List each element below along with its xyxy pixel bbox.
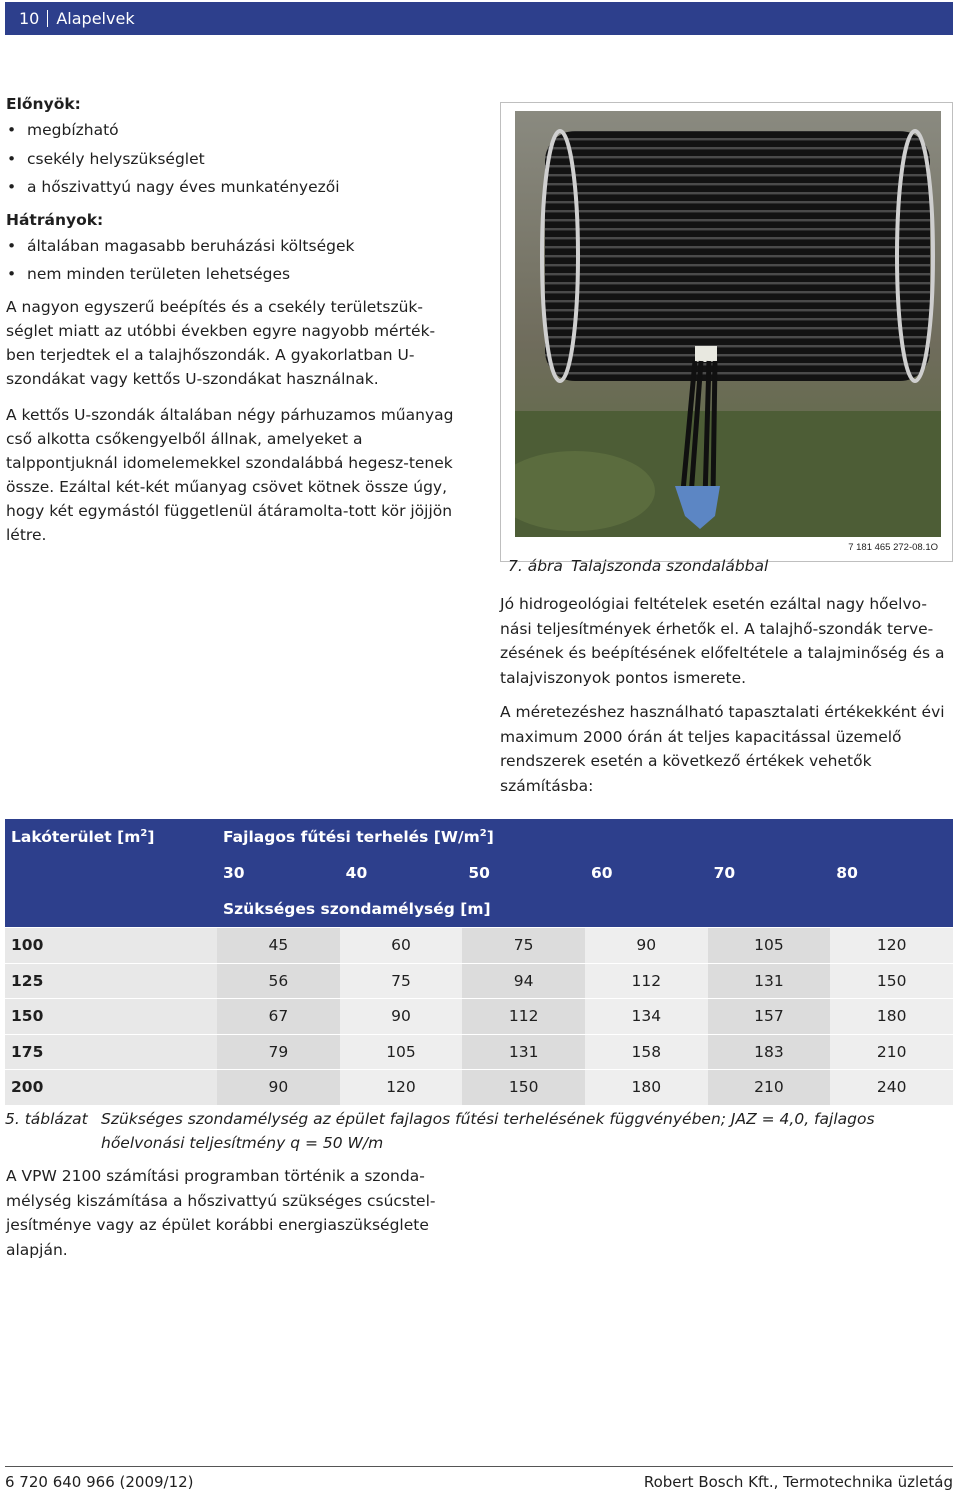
depth-cell: 157: [708, 999, 831, 1035]
probe-depth-table: [5, 819, 953, 1106]
paragraph: A VPW 2100 számítási programban történik a szonda-mélység kiszámítása a hőszivattyú szükséges csúcstel-jesítménye vagy az épület korábbi energiaszükséglete alapján.: [6, 1167, 436, 1259]
list-item: • csekély helyszükséglet: [6, 145, 464, 174]
table-row: [5, 928, 953, 964]
depth-cell: 112: [585, 963, 708, 999]
depth-cell: 60: [340, 928, 463, 964]
load-value-header: 60: [585, 855, 708, 891]
depth-cell: 90: [340, 999, 463, 1035]
depth-cell: 90: [217, 1070, 340, 1106]
depth-cell: 240: [830, 1070, 953, 1106]
depth-cell: 150: [830, 963, 953, 999]
depth-cell: 75: [340, 963, 463, 999]
list-item: • megbízható: [6, 116, 464, 145]
load-header: Fajlagos fűtési terhelés $[W/m^2]$: [217, 819, 953, 855]
depth-cell: 134: [585, 999, 708, 1035]
area-cell: 150: [5, 999, 217, 1035]
depth-cell: 183: [708, 1034, 831, 1070]
section-title: Alapelvek: [56, 9, 135, 28]
list-item: • a hőszivattyú nagy éves munkatényezői: [6, 173, 464, 202]
depth-cell: 158: [585, 1034, 708, 1070]
depth-cell: 79: [217, 1034, 340, 1070]
left-column: [6, 92, 464, 559]
publisher: Robert Bosch Kft., Termotechnika üzletág: [643, 1473, 953, 1491]
depth-cell: 75: [462, 928, 585, 964]
table-row: [5, 1034, 953, 1070]
paragraph: A méretezéshez használható tapasztalati értékekként évi maximum 2000 órán át teljes kapacitással üzemelő rendszerek esetén a következő értékek vehetők számításba:: [500, 703, 945, 795]
table-caption-label: 5. táblázat: [5, 1110, 88, 1128]
area-cell: 100: [5, 928, 217, 964]
table-header-blank: [5, 891, 217, 928]
depth-cell: 120: [830, 928, 953, 964]
depth-header: Szükséges szondamélység [m]: [217, 891, 953, 928]
depth-cell: 90: [585, 928, 708, 964]
load-value-header: 30: [217, 855, 340, 891]
depth-cell: 180: [585, 1070, 708, 1106]
table-row: [5, 999, 953, 1035]
depth-cell: 180: [830, 999, 953, 1035]
paragraph: Jó hidrogeológiai feltételek esetén ezáltal nagy hőelvo-nási teljesítmények érhetők el. A talajhő-szondák terve-zésének és beépítésének előfeltétele a talajminőség és a talajviszonyok pontos ismerete.: [500, 595, 945, 687]
depth-cell: 105: [340, 1034, 463, 1070]
list-item: • általában magasabb beruházási költségek: [6, 232, 464, 261]
disadvantages-list: [6, 232, 464, 289]
page-header: [5, 2, 953, 35]
load-value-header: 70: [708, 855, 831, 891]
figure-photo-frame: [500, 102, 953, 562]
table-caption-text: Szükséges szondamélység az épület fajlagos fűtési terhelésének függvényében; JAZ = 4,0, fajlagos hőelvonási teljesítmény q = 50 W/m: [101, 1110, 875, 1152]
depth-cell: 112: [462, 999, 585, 1035]
paragraph: A kettős U-szondák általában négy párhuzamos műanyag cső alkotta csőkengyelből állnak, amelyeket a talppontjuknál idomelemekkel szondalábbá hegesz-tenek össze. Ezáltal két-két műanyag csövet kötnek össze úgy, hogy két egymástól függetlenül átáramolta-tott kör jöjjön létre.: [6, 405, 454, 544]
depth-cell: 120: [340, 1070, 463, 1106]
depth-cell: 150: [462, 1070, 585, 1106]
advantages-list: [6, 116, 464, 202]
figure-caption: [508, 557, 768, 575]
right-column: [500, 592, 955, 808]
advantages-title: Előnyök:: [6, 95, 81, 113]
depth-cell: 210: [830, 1034, 953, 1070]
load-value-header: 50: [462, 855, 585, 891]
figure-caption-text: Talajszonda szondalábbal: [570, 557, 769, 575]
load-value-header: 40: [340, 855, 463, 891]
depth-cell: 45: [217, 928, 340, 964]
area-cell: 200: [5, 1070, 217, 1106]
page-footer: [5, 1466, 953, 1491]
table-header-blank: [5, 855, 217, 891]
header-divider: [47, 10, 48, 27]
area-cell: 125: [5, 963, 217, 999]
list-item: • nem minden területen lehetséges: [6, 260, 464, 289]
area-column-header: Lakóterület $[m^2]$: [5, 819, 217, 855]
table-caption: [5, 1107, 955, 1155]
depth-cell: 131: [462, 1034, 585, 1070]
paragraph: A nagyon egyszerű beépítés és a csekély területszük-séglet miatt az utóbbi években egyre nagyobb mérték-ben terjedtek el a talajhőszondák. A gyakorlatban U-szondákat vagy kettős U-szondákat használnak.: [6, 297, 436, 388]
depth-cell: 105: [708, 928, 831, 964]
disadvantages-title: Hátrányok:: [6, 210, 104, 229]
depth-cell: 67: [217, 999, 340, 1035]
table-row: [5, 1070, 953, 1106]
depth-cell: 56: [217, 963, 340, 999]
document-number: 6 720 640 966 (2009/12): [5, 1473, 194, 1491]
figure-caption-label: 7. ábra: [508, 557, 563, 575]
table-row: [5, 963, 953, 999]
depth-cell: 94: [462, 963, 585, 999]
figure-code: 7 181 465 272-08.1O: [848, 542, 938, 553]
page-number: 10: [19, 9, 40, 28]
area-cell: 175: [5, 1034, 217, 1070]
depth-cell: 210: [708, 1070, 831, 1106]
ground-probe-reel-photo: [515, 111, 941, 537]
load-value-header: 80: [830, 855, 953, 891]
depth-cell: 131: [708, 963, 831, 999]
